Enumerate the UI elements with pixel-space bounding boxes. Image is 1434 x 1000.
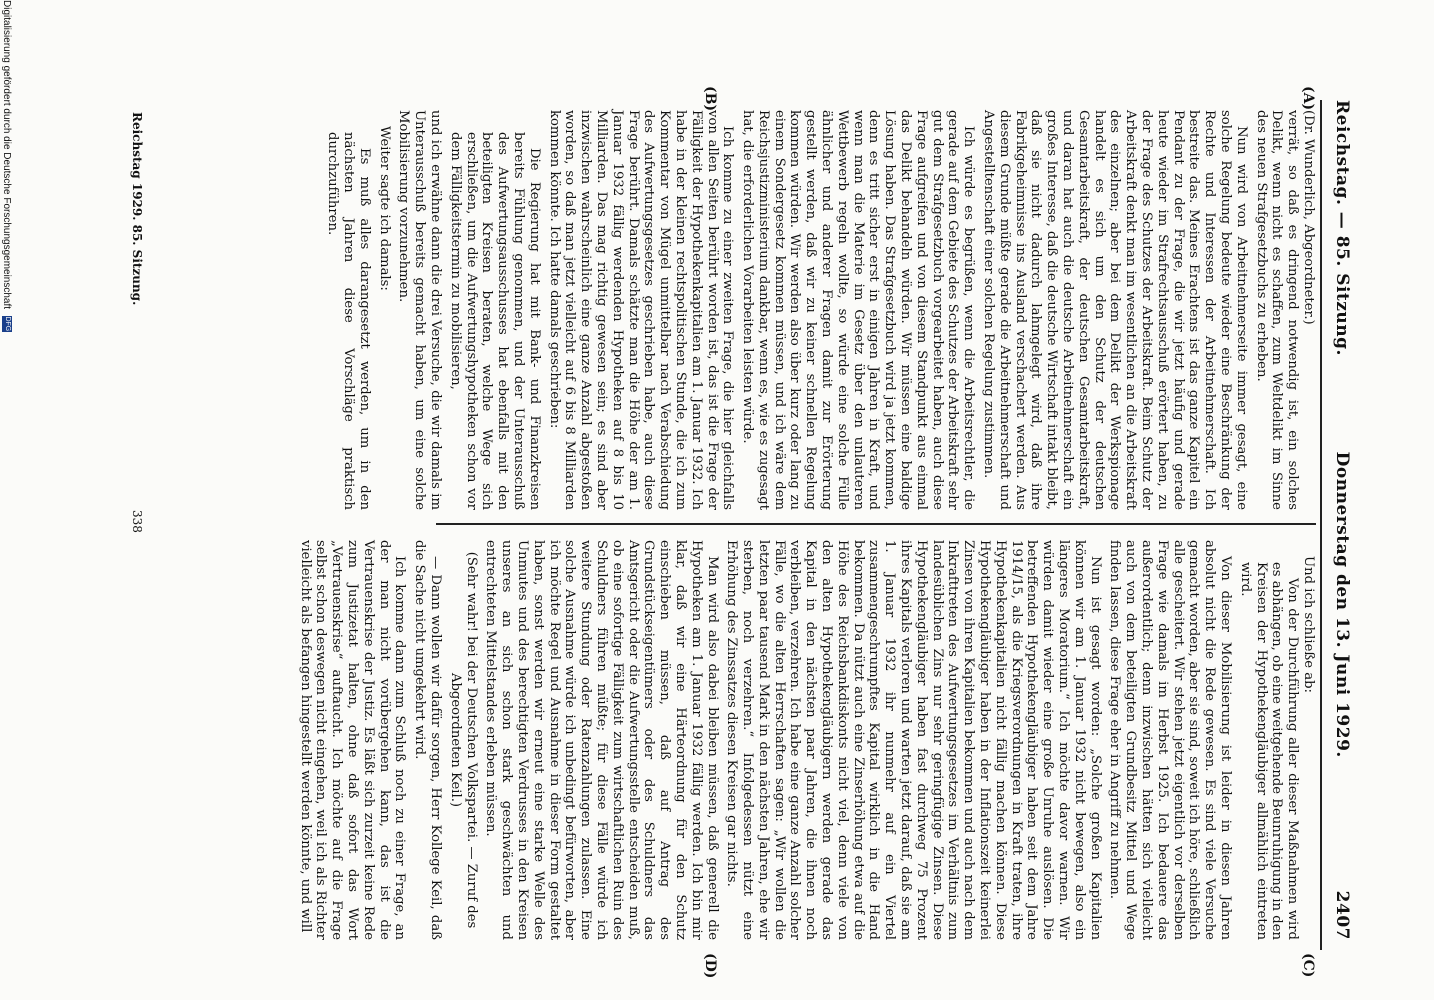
paragraph: Weiter sagte ich damals:: [376, 126, 392, 291]
marker-d: (D): [702, 953, 718, 979]
paragraph: Von dieser Mobilisierung ist leider in diesen Jahren absolut nicht die Rede gewesen. Es sind viele Versuche gemacht worden, aber sie sind, soweit ich höre, schließlich alle gescheitert. Wir stehen jetzt eigentlich vor derselben Frage wie damals im Herbst 1925. Ich bedauere das außerordentlich; denn inzwischen hätten sich vielleicht auch von dem beteiligten Grundbesitz Mittel und Wege finden lassen, diese Frage eher in Angriff zu nehmen.: [1107, 540, 1234, 940]
paragraph: — Dann wollen wir dafür sorgen, Herr Kollege Keil, daß die Sache nicht umgekehrt wird.: [412, 540, 443, 940]
page-header: [1326, 100, 1352, 940]
credit-text: Digitalisierung gefördert durch die Deutsche Forschungsgemeinschaft: [1, 0, 12, 310]
quoted-paragraph: Die Regierung hat mit Bank- und Finanzkreisen bereits Fühlung genommen, und der Unterausschuß des Aufwertungsausschusses hat ebenfalls mit den beteiligten Kreisen beraten, welche Wege sich erschließen, um die Aufwertungshypotheken schon vor dem Fälligkeitstermin zu mobilisieren,: [447, 132, 542, 510]
digitization-credit: [1, 0, 12, 560]
left-column: [324, 110, 1316, 510]
quoted-paragraph: Von der Durchführung aller dieser Maßnahmen wird es abhängen, ob eine weitgehende Beunruhigung in den Kreisen der Hypothekengläubiger allmählich eintreten wird.: [1237, 562, 1301, 940]
paragraph: Und ich schließe ab:: [1301, 556, 1316, 693]
interjection: (Sehr wahr! bei der Deutschen Volkspartei. — Zuruf des Abgeordneten Keil.): [447, 551, 479, 929]
paragraph: Nun ist gesagt worden: „Solche großen Kapitalien können wir am 1. Januar 1932 nicht bewegen, also ein längeres Moratorium.“ Ich möchte davor warnen. Wir würden damit wieder eine große Unruhe auslösen. Die betreffenden Hypothekengläubiger haben seit dem Jahre 1914/15, als die Kriegsverordnungen in Kraft traten, ihre Hypothekenkapitalien nicht fällig machen können. Diese Hypothekengläubiger haben in der Inflationszeit keinerlei Zinsen von ihren Kapitalien bekommen und auch nach dem Inkrafttreten des Aufwertungsgesetzes im Verhältnis zum landesüblichen Zins nur sehr geringfügige Zinsen. Diese Hypothekengläubiger haben fast durchweg 75 Prozent ihres Kapitals verloren und warten jetzt darauf, daß sie am 1. Januar 1932 ihr nunmehr auf ein Viertel zusammengeschrumpftes Kapital wirklich in die Hand bekommen. Da nützt auch eine Zinserhöhung etwa auf die Höhe des Reichsbankdiskonts nicht viel, denn viele von den alten Hypothekengläubigern werden gerade das Kapital in den nächsten paar Jahren, die ihnen noch verbleiben, verzehren. Ich habe eine ganze Anzahl solcher Fälle, wo die alten Herrschaften sagen: „Wir wollen die letzten paar tausend Mark in den nächsten Jahren, ehe wir sterben, noch verzehren.“ Infolgedessen nützt eine Erhöhung des Zinssatzes diesen Kreisen gar nichts.: [724, 540, 1103, 940]
paragraph: Ich komme dann zum Schluß noch zu einer Frage, an der man nicht vorübergehen kann, das ist die Vertrauenskrise der Justiz. Es läßt sich zurzeit keine Rede zum Justizetat halten, ohne daß sofort das Wort „Vertrauenskrise“ auftaucht. Ich möchte auf die Frage selbst schon deswegen nicht eingehen, weil ich als Richter vielleicht als befangen hingestellt werden könnte, und will: [297, 540, 408, 940]
paragraph: Ich würde es begrüßen, wenn die Arbeitsrechtler, die gerade auf dem Gebiete des Schutzes der Arbeitskraft sehr gut dem Strafgesetzbuch vorgearbeitet haben, auch diese Frage aufgreifen und von diesem Standpunkt aus einmal das Delikt behandeln würden. Wir müssen eine baldige Lösung haben. Das Strafgesetzbuch wird ja jetzt kommen, denn es tritt sicher erst in einigen Jahren in Kraft, und wenn man die Materie im Gesetz über den unlauteren Wettbewerb regeln wollte, so würde eine solche Fülle ähnlicher und anderer Fragen damit zur Erörterung gestellt werden, daß wir zu keiner schnellen Regelung kommen würden. Wir werden also über kurz oder lang zu einem Sondergesetz kommen müssen, und ich wäre dem Reichsjustizministerium dankbar, wenn es, wie es zugesagt hat, die erforderlichen Vorarbeiten leisten würde.: [740, 110, 977, 510]
footer-session: Reichstag 1929. 85. Sitzung.: [130, 112, 144, 306]
header-title: Reichstag. — 85. Sitzung.: [1332, 100, 1352, 356]
column-divider: [436, 523, 1316, 525]
quoted-paragraph: Es muß alles darangesetzt werden, um in den nächsten Jahren diese Vorschläge praktisch durchzuführen.: [325, 132, 372, 510]
right-column: [297, 540, 1316, 940]
paragraph: Man wird also dabei bleiben müssen, daß generell die Hypotheken am 1. Januar 1932 fällig werden. Ich bin mir klar, daß wir eine Härteordnung für den Schutz einschieben müssen, daß auf Antrag des Grundstückseigentümers oder des Schuldners das Amtsgericht oder die Aufwertungsstelle entscheiden muß, ob eine sofortige Fälligkeit zum wirtschaftlichen Ruin des Schuldners führen müßte; für diese Fälle würde ich weitere Stundung oder Ratenzahlungen zulassen. Eine solche Ausnahme würde ich unbedingt befürworten, aber ich möchte Regel und Ausnahme in dieser Form gestaltet haben, sonst werden wir erneut eine starke Welle des Unmutes und des berechtigten Verdrusses in den Kreisen unseres an sich schon stark geschwächten und entrechteten Mittelstandes erleben müssen.: [483, 540, 720, 940]
marker-a: (A): [1300, 86, 1316, 111]
paragraph: Nun wird von Arbeitnehmerseite immer gesagt, eine solche Regelung bedeute wieder eine Beschränkung der Rechte und Interessen der Arbeitnehmerschaft. Ich bestreite das. Meines Erachtens ist das ganze Kapitel ein Pendant zu der Frage, die wir jetzt häufig und gerade heute wieder im Strafrechtsausschuß erörtert haben, zu der Frage des Schutzes der Arbeitskraft. Beim Schutz der Arbeitskraft denkt man im wesentlichen an die Arbeitskraft des einzelnen; aber bei dem Delikt der Werkspionage handelt es sich um den Schutz der deutschen Gesamtarbeitskraft, der deutschen Gesamtarbeitskraft, und daran hat auch die deutsche Arbeitnehmerschaft ein großes Interesse, daß die deutsche Wirtschaft intakt bleibt, daß sie nicht dadurch lahmgelegt wird, daß ihre Fabrikgeheimnisse ins Ausland verschachert werden. Aus diesem Grunde müßte gerade die Arbeitnehmerschaft und Angestelltenschaft einer solchen Regelung zustimmen.: [981, 110, 1249, 510]
header-rule: [1320, 100, 1322, 950]
footer-number: 338: [130, 510, 144, 533]
header-date-page: [1332, 452, 1352, 940]
paragraph: und ich erwähne dann die drei Versuche, die wir damals im Unterausschuß bereits gemacht haben, um eine solche Mobilisierung vorzunehmen.: [396, 110, 443, 510]
marker-c: (C): [1300, 953, 1316, 978]
paragraph: Ich komme zu einer zweiten Frage, die hier gleichfalls von allen Seiten berührt worden ist, das ist die Frage der Fälligkeit der Hypothekenkapitalien am 1. Januar 1932. Ich habe in der kleinen rechtspolitischen Stunde, die ich zum Kommentar von Mügel unmittelbar nach Verabschiedung des Aufwertungsgesetzes geschrieben habe, auch diese Frage berührt. Damals schätzte man die Höhe der am 1. Januar 1932 fällig werdenden Hypotheken auf 8 bis 10 Milliarden. Das mag richtig gewesen sein; es sind aber inzwischen wahrscheinlich eine ganze Anzahl abgestoßen worden, so daß man jetzt vielleicht auf 6 bis 8 Milliarden kommen könnte. Ich hatte damals geschrieben:: [546, 110, 736, 510]
header-date: Donnerstag den 13. Juni 1929.: [1332, 451, 1352, 758]
dfg-logo-icon: DFG: [3, 316, 11, 332]
marker-b: (B): [702, 86, 718, 112]
speaker-line: (Dr. Wunderlich, Abgeordneter.): [1301, 110, 1316, 325]
paragraph: verrät, so daß es dringend notwendig ist, ein solches Delikt, wenn nicht es schaffen, zum Weltdelikt im Sinne des neuen Strafgesetzbuchs zu erheben.: [1253, 110, 1301, 510]
page-number: 2407: [1332, 890, 1352, 940]
